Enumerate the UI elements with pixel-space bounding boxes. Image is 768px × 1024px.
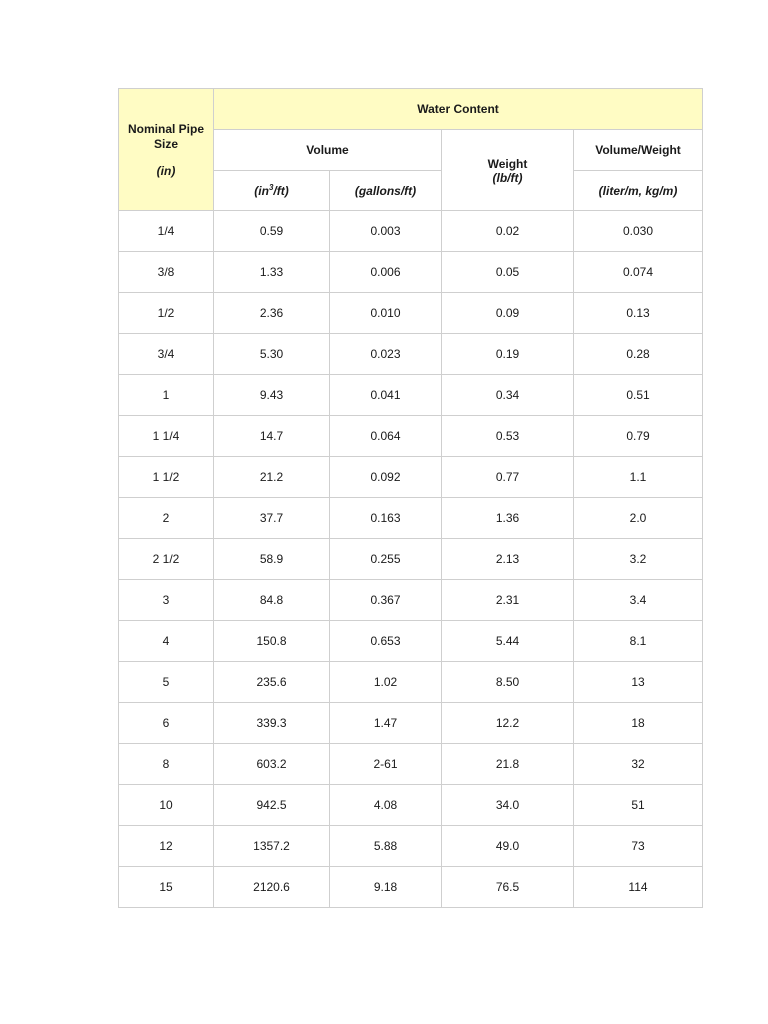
volume-gallons-cell: 0.003 bbox=[330, 211, 442, 252]
weight-cell: 34.0 bbox=[442, 785, 574, 826]
weight-cell: 1.36 bbox=[442, 498, 574, 539]
nominal-size-cell: 15 bbox=[119, 867, 214, 908]
volume-in3-cell: 14.7 bbox=[214, 416, 330, 457]
nominal-size-cell: 4 bbox=[119, 621, 214, 662]
volume-weight-cell: 0.79 bbox=[574, 416, 703, 457]
volume-weight-cell: 0.13 bbox=[574, 293, 703, 334]
table-row bbox=[119, 334, 703, 375]
weight-cell: 49.0 bbox=[442, 826, 574, 867]
volume-in3-cell: 339.3 bbox=[214, 703, 330, 744]
weight-cell: 2.31 bbox=[442, 580, 574, 621]
volume-gallons-cell: 0.163 bbox=[330, 498, 442, 539]
table-row bbox=[119, 498, 703, 539]
nominal-size-cell: 5 bbox=[119, 662, 214, 703]
in3-unit-sup: 3 bbox=[268, 182, 274, 192]
nominal-size-cell: 12 bbox=[119, 826, 214, 867]
volume-gallons-cell: 0.653 bbox=[330, 621, 442, 662]
volume-weight-cell: 114 bbox=[574, 867, 703, 908]
volume-in3-cell: 2.36 bbox=[214, 293, 330, 334]
volume-weight-cell: 0.51 bbox=[574, 375, 703, 416]
nominal-size-cell: 3 bbox=[119, 580, 214, 621]
volume-gallons-cell: 0.367 bbox=[330, 580, 442, 621]
table-row bbox=[119, 457, 703, 498]
nominal-size-cell: 1 1/4 bbox=[119, 416, 214, 457]
nominal-size-cell: 2 bbox=[119, 498, 214, 539]
volume-in3-cell: 942.5 bbox=[214, 785, 330, 826]
volume-gallons-cell: 0.023 bbox=[330, 334, 442, 375]
in3-unit-post: /ft) bbox=[273, 183, 289, 198]
nominal-size-cell: 3/8 bbox=[119, 252, 214, 293]
weight-cell: 12.2 bbox=[442, 703, 574, 744]
in3-unit-pre: (in bbox=[254, 183, 269, 198]
volume-weight-cell: 0.074 bbox=[574, 252, 703, 293]
table-row bbox=[119, 662, 703, 703]
nominal-size-cell: 1/2 bbox=[119, 293, 214, 334]
volume-in3-unit bbox=[214, 171, 330, 211]
table-row bbox=[119, 416, 703, 457]
nominal-size-cell: 2 1/2 bbox=[119, 539, 214, 580]
table-row bbox=[119, 211, 703, 252]
water-content-header: Water Content bbox=[214, 89, 703, 130]
volume-gallons-cell: 0.092 bbox=[330, 457, 442, 498]
weight-cell: 0.34 bbox=[442, 375, 574, 416]
volume-gallons-cell: 0.255 bbox=[330, 539, 442, 580]
weight-cell: 8.50 bbox=[442, 662, 574, 703]
nps-unit: (in) bbox=[156, 163, 176, 178]
table-row bbox=[119, 252, 703, 293]
volume-weight-cell: 32 bbox=[574, 744, 703, 785]
volume-in3-cell: 58.9 bbox=[214, 539, 330, 580]
volume-in3-cell: 150.8 bbox=[214, 621, 330, 662]
volume-gallons-cell: 1.47 bbox=[330, 703, 442, 744]
water-content-table bbox=[118, 88, 703, 908]
table-row bbox=[119, 621, 703, 662]
volume-gallons-unit: (gallons/ft) bbox=[330, 171, 442, 211]
weight-header bbox=[442, 130, 574, 211]
weight-unit: (lb/ft) bbox=[492, 171, 523, 185]
volume-in3-cell: 603.2 bbox=[214, 744, 330, 785]
volume-gallons-cell: 9.18 bbox=[330, 867, 442, 908]
table-row bbox=[119, 744, 703, 785]
volume-weight-cell: 0.030 bbox=[574, 211, 703, 252]
volume-in3-cell: 5.30 bbox=[214, 334, 330, 375]
weight-cell: 21.8 bbox=[442, 744, 574, 785]
volume-gallons-cell: 0.006 bbox=[330, 252, 442, 293]
weight-cell: 0.19 bbox=[442, 334, 574, 375]
volume-header: Volume bbox=[214, 130, 442, 171]
volume-weight-unit: (liter/m, kg/m) bbox=[574, 171, 703, 211]
volume-gallons-cell: 5.88 bbox=[330, 826, 442, 867]
volume-weight-cell: 8.1 bbox=[574, 621, 703, 662]
nominal-size-cell: 6 bbox=[119, 703, 214, 744]
table-row bbox=[119, 375, 703, 416]
table-header bbox=[119, 89, 703, 211]
nominal-size-cell: 8 bbox=[119, 744, 214, 785]
volume-in3-cell: 21.2 bbox=[214, 457, 330, 498]
table-row bbox=[119, 293, 703, 334]
weight-cell: 0.77 bbox=[442, 457, 574, 498]
weight-cell: 2.13 bbox=[442, 539, 574, 580]
volume-gallons-cell: 0.064 bbox=[330, 416, 442, 457]
volume-weight-cell: 51 bbox=[574, 785, 703, 826]
table-row bbox=[119, 580, 703, 621]
table-row bbox=[119, 867, 703, 908]
weight-cell: 0.02 bbox=[442, 211, 574, 252]
volume-gallons-cell: 4.08 bbox=[330, 785, 442, 826]
nominal-size-cell: 1 1/2 bbox=[119, 457, 214, 498]
table-body bbox=[119, 211, 703, 908]
table-row bbox=[119, 785, 703, 826]
table-row bbox=[119, 703, 703, 744]
nominal-size-cell: 3/4 bbox=[119, 334, 214, 375]
weight-cell: 5.44 bbox=[442, 621, 574, 662]
weight-cell: 0.53 bbox=[442, 416, 574, 457]
weight-cell: 76.5 bbox=[442, 867, 574, 908]
volume-gallons-cell: 1.02 bbox=[330, 662, 442, 703]
volume-in3-cell: 1.33 bbox=[214, 252, 330, 293]
volume-weight-cell: 1.1 bbox=[574, 457, 703, 498]
volume-in3-cell: 1357.2 bbox=[214, 826, 330, 867]
volume-in3-cell: 9.43 bbox=[214, 375, 330, 416]
table-row bbox=[119, 539, 703, 580]
volume-weight-cell: 3.2 bbox=[574, 539, 703, 580]
volume-gallons-cell: 2-61 bbox=[330, 744, 442, 785]
volume-gallons-cell: 0.010 bbox=[330, 293, 442, 334]
nominal-pipe-size-header bbox=[119, 89, 214, 211]
nps-title: Nominal Pipe Size bbox=[127, 121, 204, 151]
nominal-size-cell: 10 bbox=[119, 785, 214, 826]
weight-cell: 0.09 bbox=[442, 293, 574, 334]
volume-weight-cell: 3.4 bbox=[574, 580, 703, 621]
volume-weight-header: Volume/Weight bbox=[574, 130, 703, 171]
volume-in3-cell: 2120.6 bbox=[214, 867, 330, 908]
volume-weight-cell: 13 bbox=[574, 662, 703, 703]
volume-in3-cell: 0.59 bbox=[214, 211, 330, 252]
header-row-1 bbox=[119, 89, 703, 130]
volume-in3-cell: 235.6 bbox=[214, 662, 330, 703]
weight-cell: 0.05 bbox=[442, 252, 574, 293]
nominal-size-cell: 1 bbox=[119, 375, 214, 416]
table-row bbox=[119, 826, 703, 867]
weight-title: Weight bbox=[487, 157, 528, 171]
volume-in3-cell: 37.7 bbox=[214, 498, 330, 539]
volume-weight-cell: 18 bbox=[574, 703, 703, 744]
volume-gallons-cell: 0.041 bbox=[330, 375, 442, 416]
volume-weight-cell: 0.28 bbox=[574, 334, 703, 375]
nominal-size-cell: 1/4 bbox=[119, 211, 214, 252]
volume-weight-cell: 2.0 bbox=[574, 498, 703, 539]
volume-weight-cell: 73 bbox=[574, 826, 703, 867]
volume-in3-cell: 84.8 bbox=[214, 580, 330, 621]
